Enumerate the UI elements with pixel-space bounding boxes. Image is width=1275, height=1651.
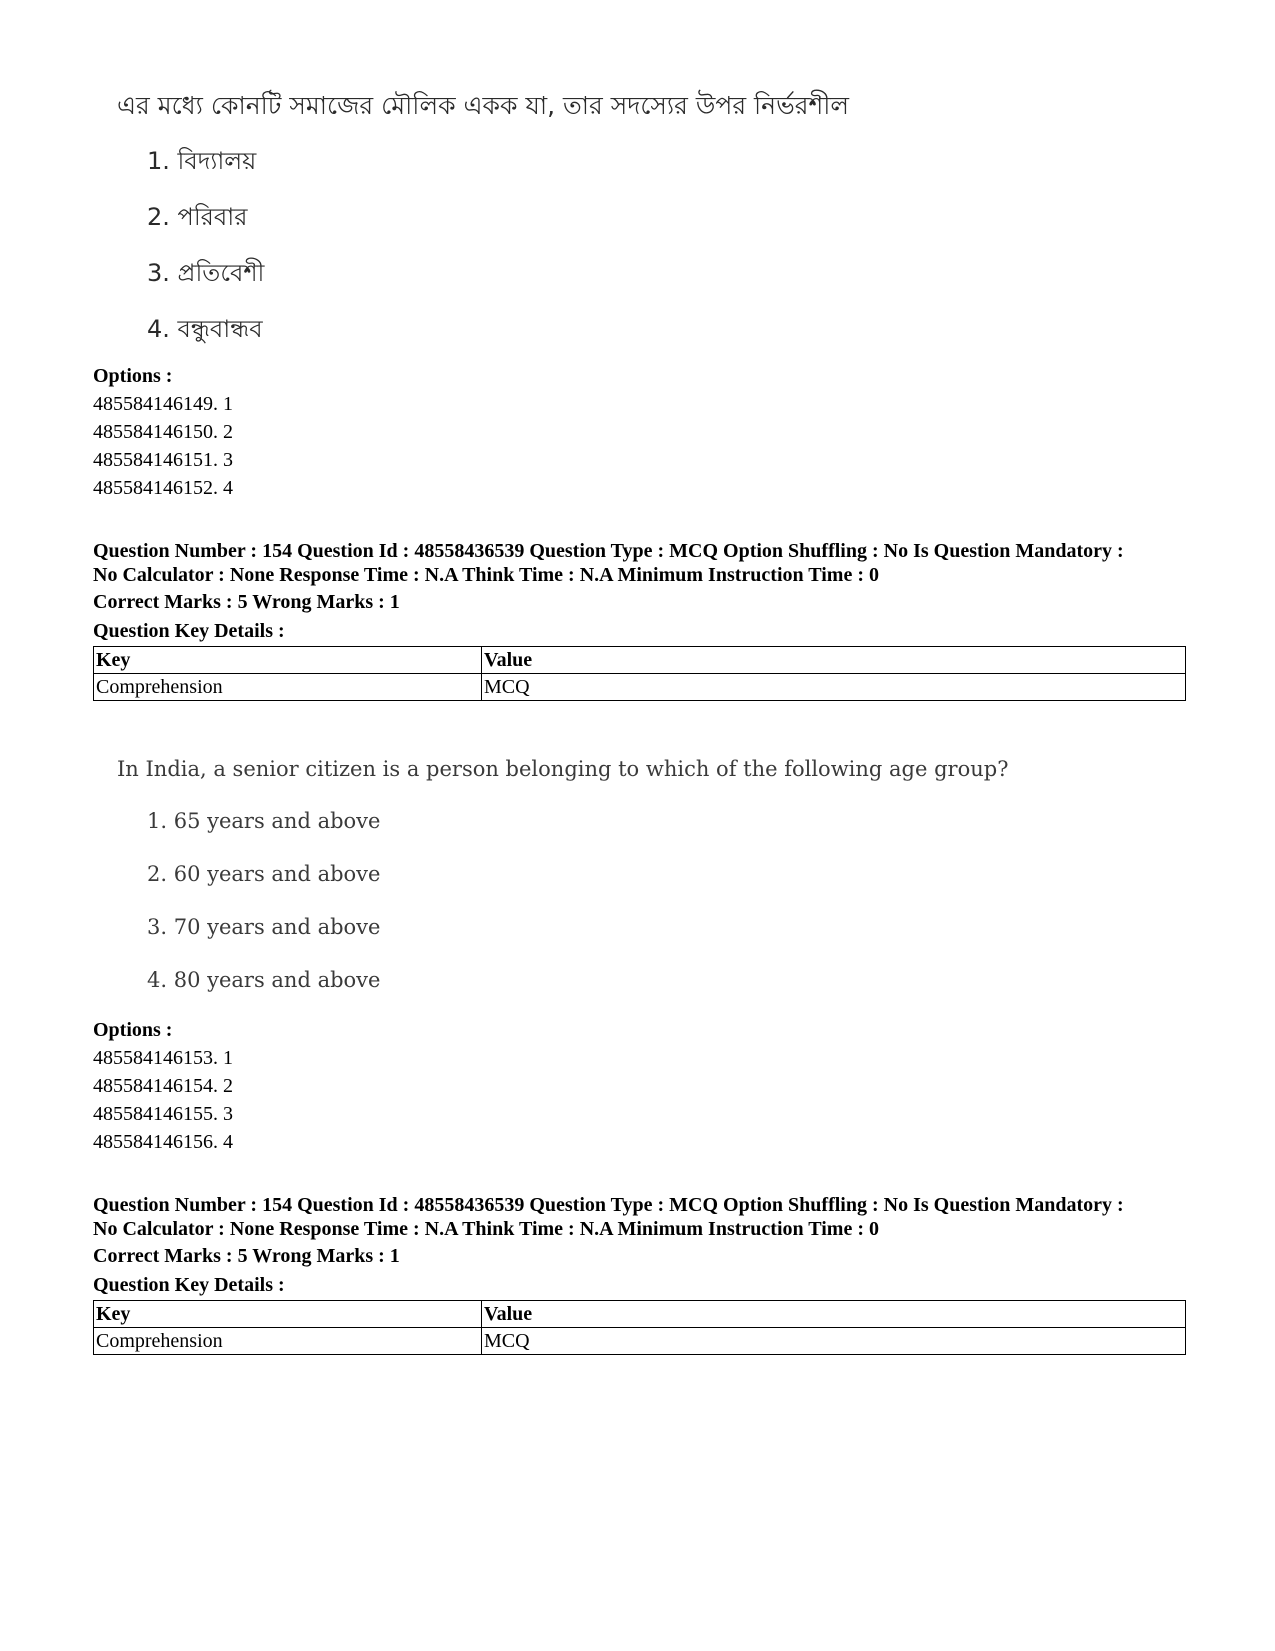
option-id: 485584146151. 3 [93, 449, 233, 471]
table-header-cell: Value [482, 647, 1186, 674]
choice-item: 1. বিদ্যালয় [147, 147, 257, 175]
choice-item: 4. 80 years and above [147, 968, 381, 992]
option-id: 485584146152. 4 [93, 477, 233, 499]
question-meta-line: No Calculator : None Response Time : N.A Think Time : N.A Minimum Instruction Time : 0 [93, 1218, 879, 1240]
table-header-row [94, 647, 1186, 674]
key-details-table [93, 646, 1186, 701]
marks-line: Correct Marks : 5 Wrong Marks : 1 [93, 1245, 400, 1267]
table-row [94, 1328, 1186, 1355]
table-header-cell: Key [94, 647, 482, 674]
key-details-table [93, 1300, 1186, 1355]
option-id: 485584146150. 2 [93, 421, 233, 443]
option-id: 485584146155. 3 [93, 1103, 233, 1125]
choice-item: 2. 60 years and above [147, 862, 381, 886]
option-id: 485584146153. 1 [93, 1047, 233, 1069]
marks-line: Correct Marks : 5 Wrong Marks : 1 [93, 591, 400, 613]
question-text: In India, a senior citizen is a person belonging to which of the following age group? [117, 757, 1009, 781]
option-id: 485584146154. 2 [93, 1075, 233, 1097]
choice-item: 1. 65 years and above [147, 809, 381, 833]
table-row [94, 674, 1186, 701]
question-meta-line: No Calculator : None Response Time : N.A Think Time : N.A Minimum Instruction Time : 0 [93, 564, 879, 586]
question-meta-line: Question Number : 154 Question Id : 48558436539 Question Type : MCQ Option Shuffling : No Is Question Mandatory : [93, 540, 1124, 562]
options-label: Options : [93, 1019, 173, 1041]
table-cell: MCQ [482, 1328, 1186, 1355]
choice-item: 4. বন্ধুবান্ধব [147, 315, 263, 343]
option-id: 485584146149. 1 [93, 393, 233, 415]
question-text-bengali: এর মধ্যে কোনটি সমাজের মৌলিক একক যা, তার সদস্যের উপর নির্ভরশীল [117, 91, 850, 120]
table-header-row [94, 1301, 1186, 1328]
choice-item: 2. পরিবার [147, 203, 248, 231]
question-meta [93, 1193, 1203, 1241]
option-id: 485584146156. 4 [93, 1131, 233, 1153]
table-cell: Comprehension [94, 674, 482, 701]
question-meta [93, 539, 1203, 587]
options-label: Options : [93, 365, 173, 387]
choice-item: 3. 70 years and above [147, 915, 381, 939]
key-details-label: Question Key Details : [93, 620, 285, 642]
table-header-cell: Value [482, 1301, 1186, 1328]
table-header-cell: Key [94, 1301, 482, 1328]
question-meta-line: Question Number : 154 Question Id : 48558436539 Question Type : MCQ Option Shuffling : No Is Question Mandatory : [93, 1194, 1124, 1216]
key-details-label: Question Key Details : [93, 1274, 285, 1296]
table-cell: MCQ [482, 674, 1186, 701]
table-cell: Comprehension [94, 1328, 482, 1355]
choice-item: 3. প্রতিবেশী [147, 259, 265, 287]
